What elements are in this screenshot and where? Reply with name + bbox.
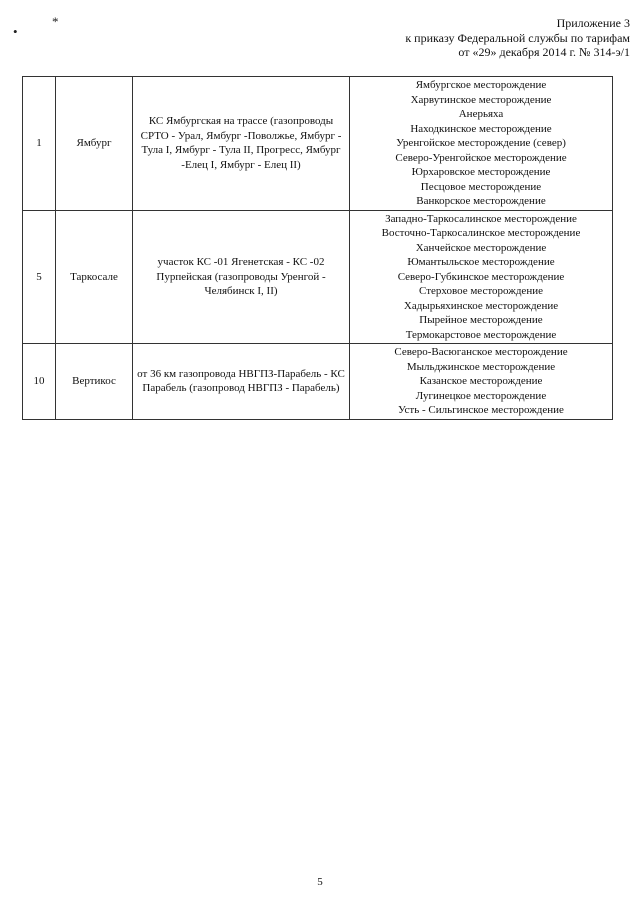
field-item: Юрхаровское месторождение bbox=[411, 166, 551, 178]
field-item: Песцовое месторождение bbox=[420, 180, 542, 193]
station-name: Ямбург bbox=[56, 77, 133, 211]
order-date-number: от «29» декабря 2014 г. № 314-э/1 bbox=[458, 45, 630, 59]
field-item: Усть - Сильгинское месторождение bbox=[398, 404, 564, 416]
gas-fields-table bbox=[22, 76, 613, 420]
row-number: 5 bbox=[23, 210, 56, 344]
field-item: Мыльджинское месторождение bbox=[406, 360, 556, 373]
field-item: Стерховое месторождение bbox=[419, 285, 543, 297]
field-item: Северо-Уренгойское месторождение bbox=[395, 151, 567, 164]
document-header bbox=[405, 16, 630, 60]
order-reference: к приказу Федеральной службы по тарифам bbox=[405, 30, 630, 45]
row-number: 10 bbox=[23, 344, 56, 420]
field-item: Анерьяха bbox=[458, 108, 504, 120]
table-row bbox=[23, 77, 613, 211]
scan-mark-asterisk: * bbox=[52, 14, 59, 29]
field-item: Ванкорское месторождение bbox=[416, 195, 546, 207]
route-description: от 36 км газопровода НВГПЗ-Парабель - КС Парабель (газопровод НВГПЗ - Парабель) bbox=[133, 344, 350, 420]
fields-list bbox=[350, 77, 613, 211]
station-name: Таркосале bbox=[56, 210, 133, 344]
field-item: Юмантыльское месторождение bbox=[407, 256, 555, 268]
appendix-label: Приложение 3 bbox=[556, 16, 630, 30]
field-item: Лугинецкое месторождение bbox=[415, 389, 547, 402]
route-description: КС Ямбургская на трассе (газопроводы СРТО - Урал, Ямбург -Поволжье, Ямбург - Тула I, Ямбург - Тула II, Прогресс, Ямбург -Елец I, Ямбург - Елец II) bbox=[133, 77, 350, 211]
field-item: Пырейное месторождение bbox=[419, 314, 543, 326]
field-item: Казанское месторождение bbox=[419, 375, 543, 387]
station-name: Вертикос bbox=[56, 344, 133, 420]
field-item: Ханчейское месторождение bbox=[415, 241, 547, 254]
field-item: Находкинское месторождение bbox=[410, 122, 552, 135]
table-row bbox=[23, 210, 613, 344]
field-item: Харвутинское месторождение bbox=[410, 93, 552, 106]
field-item: Хадырьяхинское месторождение bbox=[403, 299, 559, 312]
scan-mark-dot: • bbox=[13, 24, 18, 39]
fields-list bbox=[350, 344, 613, 420]
fields-list bbox=[350, 210, 613, 344]
field-item: Уренгойское месторождение (север) bbox=[396, 137, 566, 149]
page-number: 5 bbox=[317, 876, 323, 888]
field-item: Восточно-Таркосалинское месторождение bbox=[381, 227, 581, 239]
field-item: Термокарстовое месторождение bbox=[405, 328, 557, 341]
field-item: Ямбургское месторождение bbox=[415, 79, 547, 91]
route-description: участок КС -01 Ягенетская - КС -02 Пурпейская (газопроводы Уренгой - Челябинск I, II) bbox=[133, 210, 350, 344]
field-item: Северо-Губкинское месторождение bbox=[397, 270, 565, 283]
field-item: Северо-Васюганское месторождение bbox=[394, 346, 568, 358]
field-item: Западно-Таркосалинское месторождение bbox=[385, 212, 577, 225]
table-row bbox=[23, 344, 613, 420]
row-number: 1 bbox=[23, 77, 56, 211]
